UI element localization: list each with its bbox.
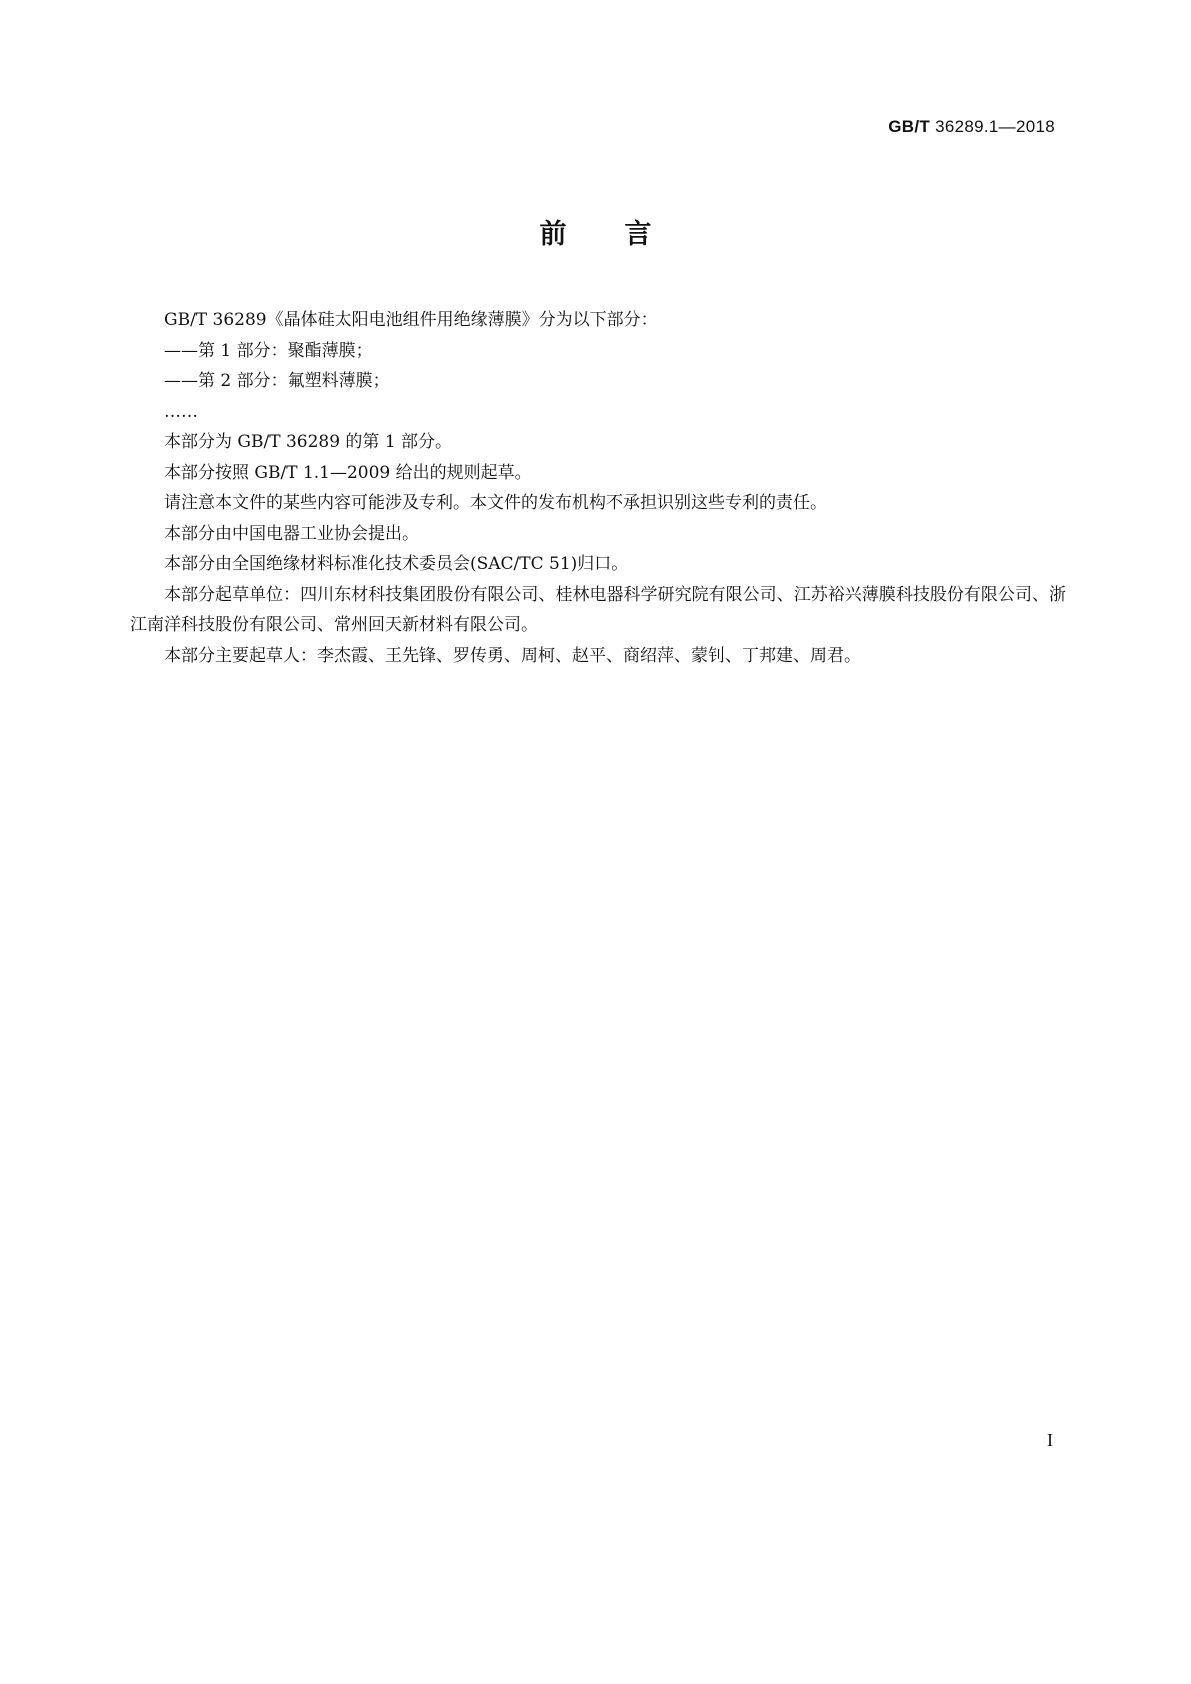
list-ellipsis: ……: [164, 401, 198, 422]
foreword-body: [130, 305, 1066, 671]
standard-code-number: 36289.1—2018: [935, 117, 1055, 136]
paragraph-drafters: 本部分主要起草人：李杰霞、王先锋、罗传勇、周柯、赵平、商绍萍、蒙钊、丁邦建、周君。: [164, 645, 861, 666]
page-title: [0, 212, 1191, 251]
list-item-part-2: ——第 2 部分：氟塑料薄膜；: [164, 371, 390, 391]
paragraph-drafting-units: 本部分起草单位：四川东材科技集团股份有限公司、桂林电器科学研究院有限公司、江苏裕兴薄膜科技股份有限公司、浙江南洋科技股份有限公司、常州回天新材料有限公司。: [130, 584, 1066, 635]
paragraph-drafting-rules: 本部分按照 GB/T 1.1—2009 给出的规则起草。: [164, 462, 532, 483]
paragraph-part-scope: 本部分为 GB/T 36289 的第 1 部分。: [164, 432, 453, 452]
paragraph-parts-intro: GB/T 36289《晶体硅太阳电池组件用绝缘薄膜》分为以下部分：: [164, 310, 658, 330]
page-title-char-1: 前: [539, 219, 567, 250]
standard-code: [888, 117, 1055, 137]
page-title-char-2: 言: [624, 219, 652, 250]
list-item-part-1: ——第 1 部分：聚酯薄膜；: [164, 340, 373, 361]
paragraph-proposer: 本部分由中国电器工业协会提出。: [164, 523, 419, 544]
standard-code-prefix: GB/T: [888, 117, 931, 136]
paragraph-patent-notice: 请注意本文件的某些内容可能涉及专利。本文件的发布机构不承担识别这些专利的责任。: [164, 493, 827, 513]
page-number: I: [1047, 1430, 1053, 1450]
paragraph-technical-committee: 本部分由全国绝缘材料标准化技术委员会(SAC/TC 51)归口。: [164, 554, 629, 574]
